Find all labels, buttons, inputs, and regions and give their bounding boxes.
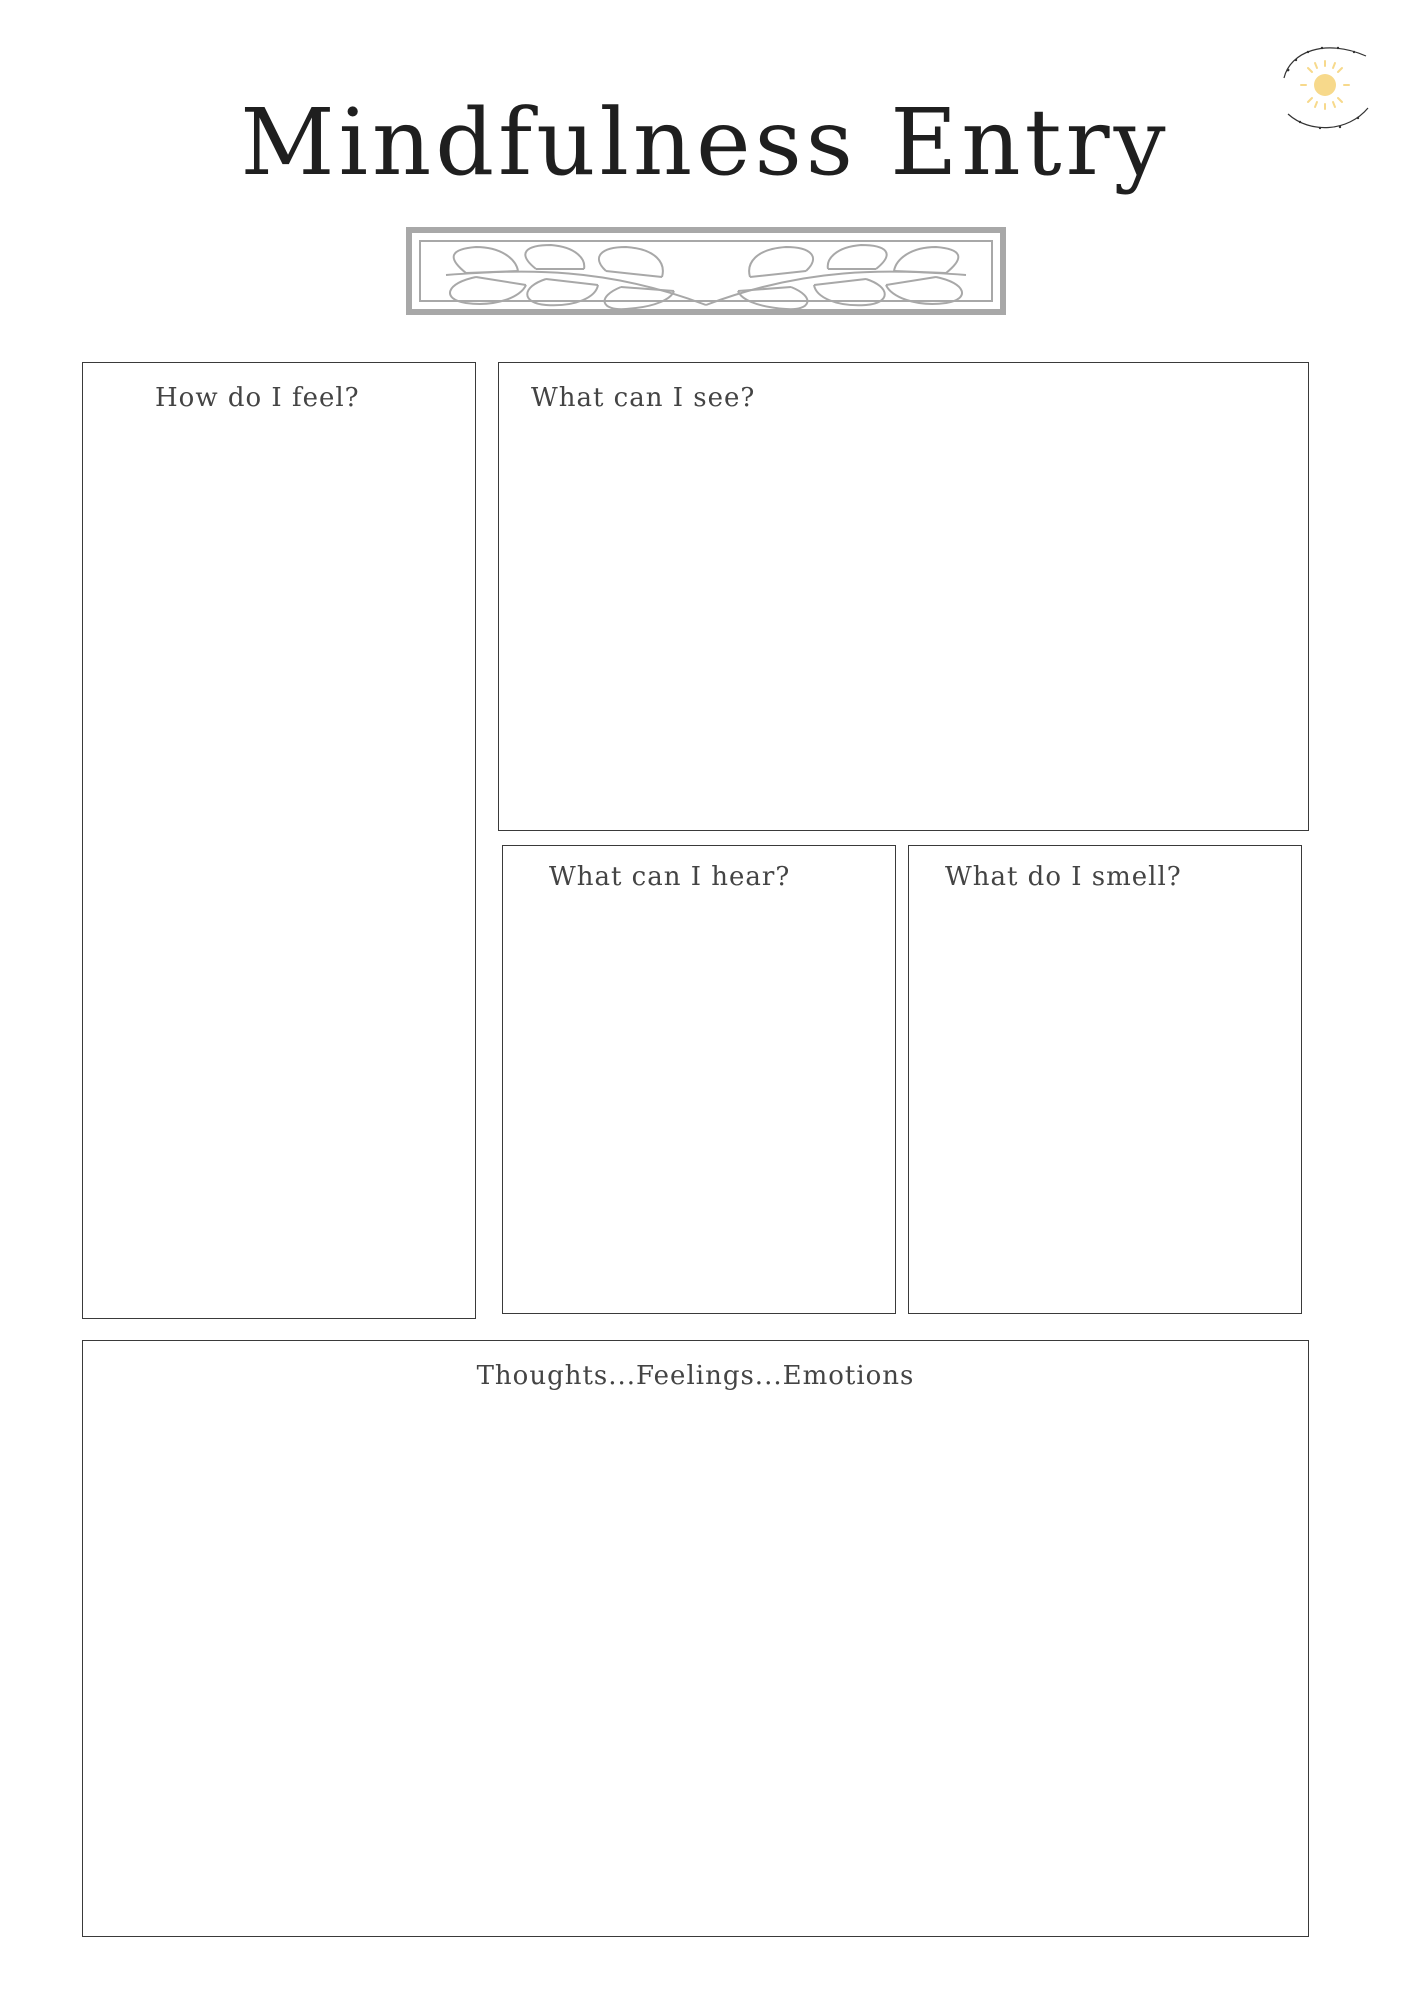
hear-label: What can I hear? (549, 862, 791, 892)
thoughts-box[interactable] (82, 1340, 1309, 1937)
smell-box[interactable] (908, 845, 1302, 1314)
thoughts-label: Thoughts...Feelings...Emotions (476, 1361, 915, 1391)
see-box[interactable] (498, 362, 1309, 831)
see-label: What can I see? (531, 383, 756, 413)
smell-label: What do I smell? (945, 862, 1182, 892)
hear-box[interactable] (502, 845, 896, 1314)
leaf-divider-ornament (406, 227, 1006, 315)
feel-label: How do I feel? (155, 383, 360, 413)
page-title: Mindfulness Entry (240, 89, 1170, 196)
feel-box[interactable] (82, 362, 476, 1319)
